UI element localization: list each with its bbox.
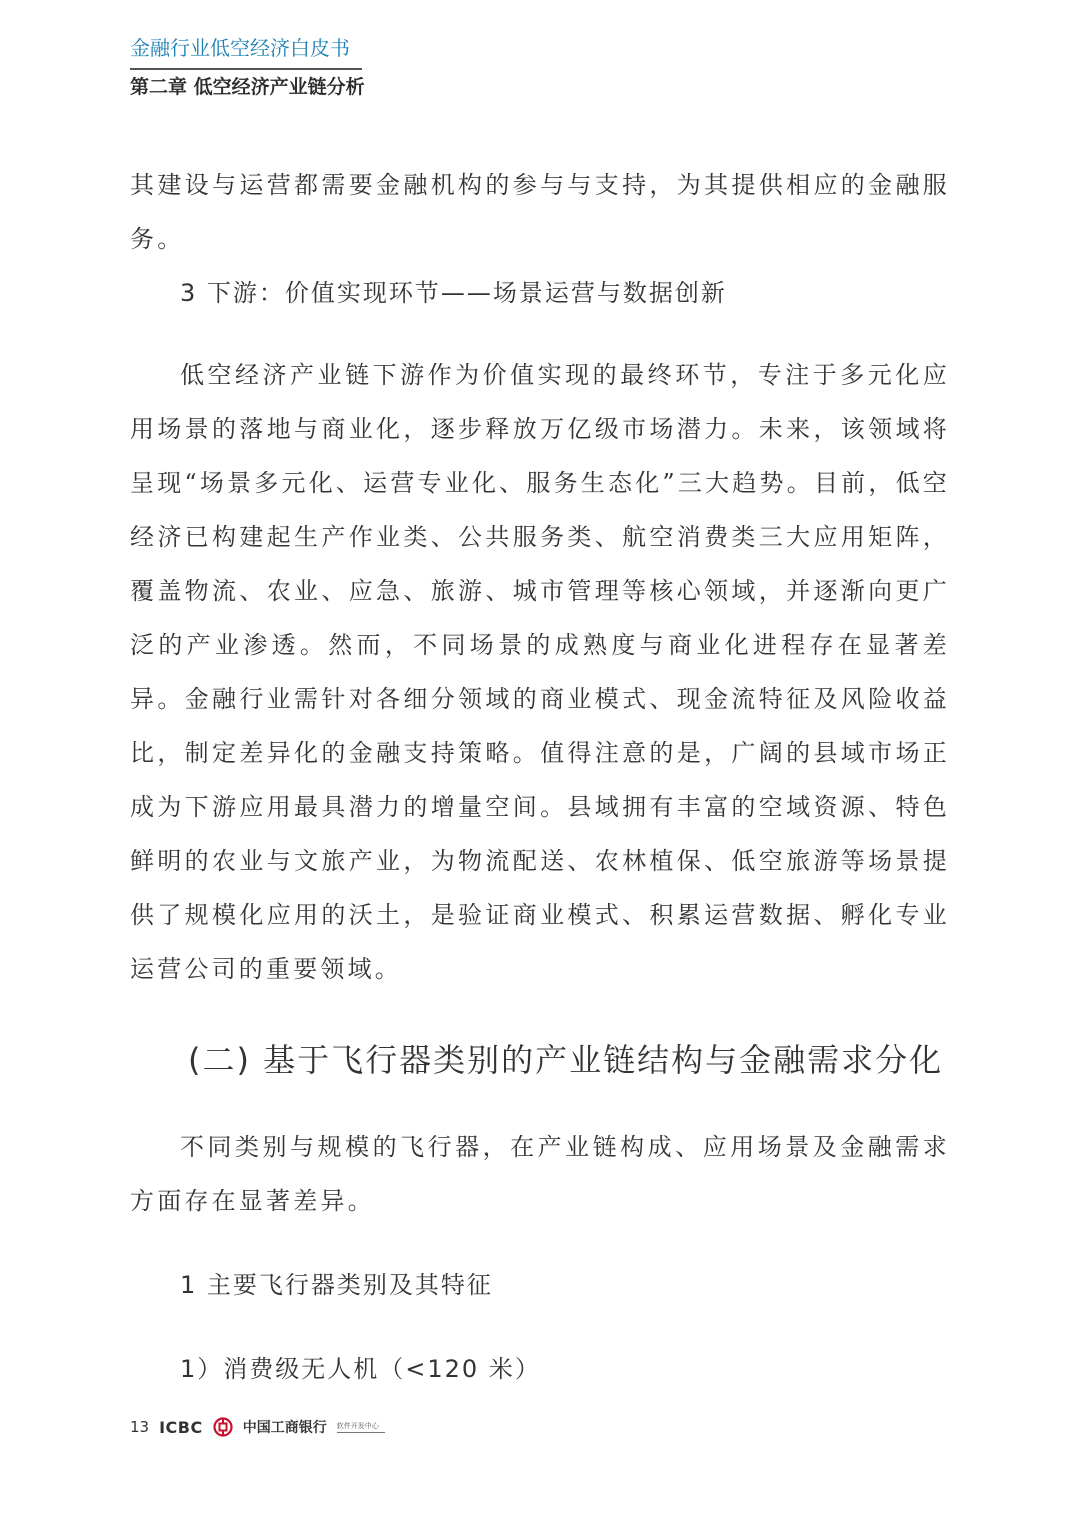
paragraph-downstream: 低空经济产业链下游作为价值实现的最终环节，专注于多元化应用场景的落地与商业化，逐步释放万亿级市场潜力。未来，该领域将呈现“场景多元化、运营专业化、服务生态化”三大趋势。目前，低空经济已构建起生产作业类、公共服务类、航空消费类三大应用矩阵，覆盖物流、农业、应急、旅游、城市管理等核心领域，并逐渐向更广泛的产业渗透。然而，不同场景的成熟度与商业化进程存在显著差异。金融行业需针对各细分领域的商业模式、现金流特征及风险收益比，制定差异化的金融支持策略。值得注意的是，广阔的县域市场正成为下游应用最具潜力的增量空间。县域拥有丰富的空域资源、特色鲜明的农业与文旅产业，为物流配送、农林植保、低空旅游等场景提供了规模化应用的沃土，是验证商业模式、积累运营数据、孵化专业运营公司的重要领域。 <box>130 361 950 983</box>
page-header <box>130 34 365 100</box>
subheading-consumer-drones: 1）消费级无人机（<120 米） <box>180 1355 541 1383</box>
paragraph-continuation: 其建设与运营都需要金融机构的参与与支持，为其提供相应的金融服务。 <box>130 171 950 253</box>
department-underline <box>337 1432 385 1433</box>
department-name: 软件开发中心 <box>336 1422 379 1430</box>
page-number: 13 <box>130 1418 150 1436</box>
header-title: 金融行业低空经济白皮书 <box>130 36 350 60</box>
department-block <box>337 1421 385 1433</box>
paragraph-aircraft-intro: 不同类别与规模的飞行器，在产业链构成、应用场景及金融需求方面存在显著差异。 <box>130 1133 950 1215</box>
section-heading-aircraft: (二) 基于飞行器类别的产业链结构与金融需求分化 <box>188 1041 944 1079</box>
icbc-logo-icon <box>213 1417 233 1437</box>
page-footer <box>130 1412 385 1442</box>
icbc-wordmark: ICBC <box>159 1417 203 1437</box>
header-divider <box>130 68 362 70</box>
header-chapter: 第二章 低空经济产业链分析 <box>130 76 365 98</box>
page-content <box>130 158 950 1396</box>
bank-name: 中国工商银行 <box>242 1420 327 1436</box>
subheading-aircraft-categories: 1 主要飞行器类别及其特征 <box>180 1271 493 1299</box>
subheading-downstream: 3 下游：价值实现环节——场景运营与数据创新 <box>180 279 727 307</box>
